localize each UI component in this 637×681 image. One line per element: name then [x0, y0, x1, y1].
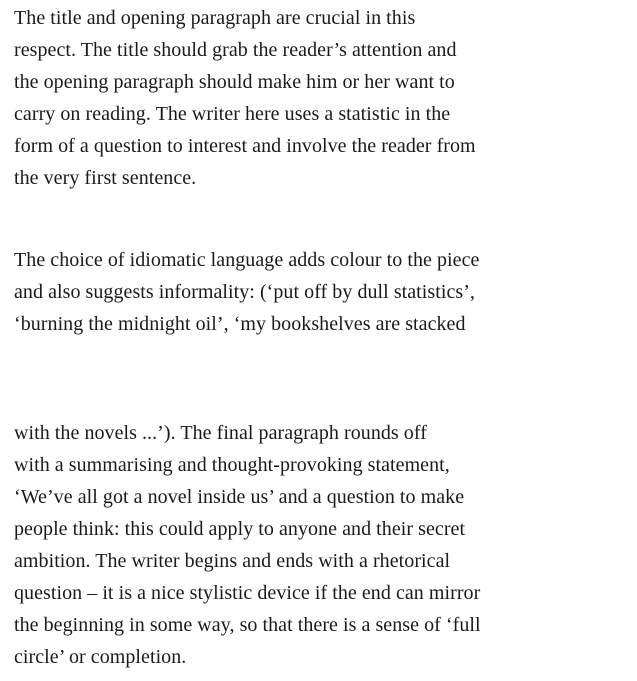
text-line: The choice of idiomatic language adds colour to the piece: [14, 249, 480, 271]
text-line: ambition. The writer begins and ends with a rhetorical: [14, 550, 451, 572]
text-line: carry on reading. The writer here uses a statistic in the: [14, 103, 451, 125]
text-line: circle’ or completion.: [14, 646, 187, 668]
text-line: with a summarising and thought-provoking statement,: [14, 454, 450, 476]
text-line: people think: this could apply to anyone and their secret: [14, 518, 466, 540]
text-line: the opening paragraph should make him or her want to: [14, 71, 455, 93]
text-line: form of a question to interest and involve the reader from: [14, 135, 476, 157]
text-line: question – it is a nice stylistic device if the end can mirror: [14, 582, 481, 604]
paragraph-idiomatic-language: [14, 244, 479, 340]
text-line: ‘We’ve all got a novel inside us’ and a question to make: [14, 486, 465, 508]
text-line: The title and opening paragraph are crucial in this: [14, 7, 416, 29]
text-line: with the novels ...’). The final paragraph rounds off: [14, 422, 427, 444]
text-line: the beginning in some way, so that there is a sense of ‘full: [14, 614, 481, 636]
text-line: ‘burning the midnight oil’, ‘my bookshelves are stacked: [14, 313, 466, 335]
paragraph-final-continuation: [14, 417, 481, 673]
text-line: and also suggests informality: (‘put off by dull statistics’,: [14, 281, 475, 303]
paragraph-title-and-opening: [14, 2, 476, 194]
text-line: the very first sentence.: [14, 167, 197, 189]
text-line: respect. The title should grab the reader’s attention and: [14, 39, 457, 61]
